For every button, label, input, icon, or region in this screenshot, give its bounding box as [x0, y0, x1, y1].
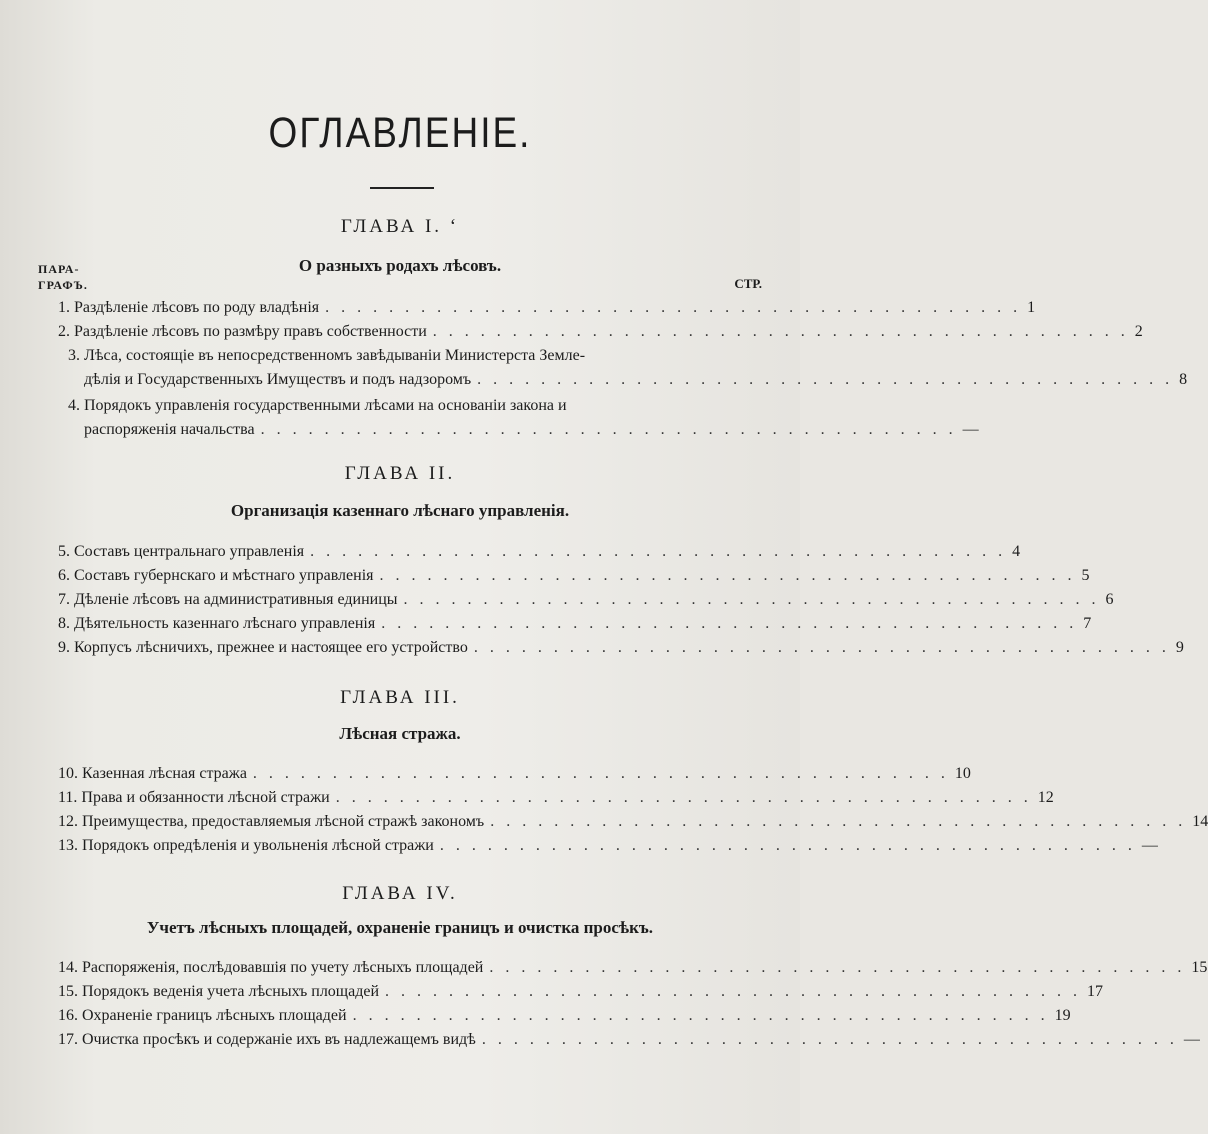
- toc-entry: [58, 296, 1036, 320]
- entry-text: Порядокъ управленія государственными лѣсами на основаніи закона и: [84, 397, 567, 414]
- entry-page: 10: [954, 765, 971, 782]
- entry-text: Казенная лѣсная стража: [82, 765, 247, 782]
- entry-number: 11.: [58, 789, 78, 806]
- entry-page: 4: [1012, 543, 1021, 560]
- toc-entry: [58, 834, 1158, 858]
- entry-text: Дѣятельность казеннаго лѣснаго управленія: [74, 615, 376, 632]
- entry-text: Раздѣленіе лѣсовъ по размѣру правъ собственности: [74, 323, 427, 340]
- toc-entry: [58, 540, 1021, 564]
- toc-entry: [58, 956, 1208, 980]
- toc-entry: [58, 320, 1143, 344]
- entry-text: Охраненіе границъ лѣсныхъ площадей: [82, 1007, 347, 1024]
- entry-page: 15: [1191, 959, 1208, 976]
- chapter-heading: ГЛАВА II.: [344, 463, 456, 484]
- leader-dots: . . . . . . . . . . . . . . . . . . . . . . . . . . . . . . . . . . . . . . . . . . . .: [403, 591, 1100, 608]
- leader-dots: . . . . . . . . . . . . . . . . . . . . . . . . . . . . . . . . . . . . . . . . . . . .: [325, 299, 1022, 316]
- entry-number: 12.: [58, 813, 78, 830]
- entry-text: Преимущества, предоставляемыя лѣсной стражѣ закономъ: [82, 813, 485, 830]
- leader-dots: . . . . . . . . . . . . . . . . . . . . . . . . . . . . . . . . . . . . . . . . . . . .: [477, 371, 1174, 388]
- entry-text: Порядокъ веденія учета лѣсныхъ площадей: [82, 983, 380, 1000]
- leader-dots: . . . . . . . . . . . . . . . . . . . . . . . . . . . . . . . . . . . . . . . . . . . .: [381, 615, 1078, 632]
- toc-entry: [58, 564, 1090, 588]
- entry-number: 9.: [58, 639, 70, 656]
- toc-entry: [58, 588, 1114, 612]
- toc-entry: [58, 1028, 1200, 1052]
- toc-entry: [58, 344, 1188, 392]
- entry-page: 12: [1037, 789, 1054, 806]
- leader-dots: . . . . . . . . . . . . . . . . . . . . . . . . . . . . . . . . . . . . . . . . . . . .: [379, 567, 1076, 584]
- entry-text: Корпусъ лѣсничихъ, прежнее и настоящее его устройство: [74, 639, 468, 656]
- chapter-heading: ГЛАВА I. ‘: [340, 216, 460, 237]
- leader-dots: . . . . . . . . . . . . . . . . . . . . . . . . . . . . . . . . . . . . . . . . . . . .: [432, 323, 1129, 340]
- entry-text: Распоряженія, послѣдовавшія по учету лѣсныхъ площадей: [82, 959, 484, 976]
- entry-page: —: [1183, 1031, 1200, 1048]
- leader-dots: . . . . . . . . . . . . . . . . . . . . . . . . . . . . . . . . . . . . . . . . . . . .: [335, 789, 1032, 806]
- toc-entry: [58, 394, 979, 442]
- title-rule: [370, 187, 434, 189]
- entry-text: Права и обязанности лѣсной стражи: [81, 789, 330, 806]
- entry-page: 14: [1192, 813, 1208, 830]
- entry-page: —: [962, 421, 979, 438]
- entry-number: 14.: [58, 959, 78, 976]
- entry-text: Очистка просѣкъ и содержаніе ихъ въ надлежащемъ видѣ: [82, 1031, 476, 1048]
- chapter-title: Организація казеннаго лѣснаго управленія.: [230, 501, 570, 520]
- entry-page: 19: [1054, 1007, 1071, 1024]
- entry-number: 8.: [58, 615, 70, 632]
- entry-number: 5.: [58, 543, 70, 560]
- entry-number: 10.: [58, 765, 78, 782]
- leader-dots: . . . . . . . . . . . . . . . . . . . . . . . . . . . . . . . . . . . . . . . . . . . .: [473, 639, 1170, 656]
- chapter-title: О разныхъ родахъ лѣсовъ.: [298, 256, 502, 275]
- chapter-heading: ГЛАВА IV.: [342, 883, 458, 904]
- entry-number: 1.: [58, 299, 70, 316]
- toc-entry: [58, 1004, 1071, 1028]
- chapter-title: Лѣсная стража.: [339, 724, 461, 743]
- toc-entry: [58, 636, 1184, 660]
- entry-text: дѣлія и Государственныхъ Имуществъ и подъ надзоромъ: [84, 371, 472, 388]
- entry-page: 9: [1175, 639, 1184, 656]
- entry-page: —: [1141, 837, 1158, 854]
- entry-page: 7: [1083, 615, 1092, 632]
- leader-dots: . . . . . . . . . . . . . . . . . . . . . . . . . . . . . . . . . . . . . . . . . . . .: [385, 983, 1082, 1000]
- page-title: ОГЛАВЛЕНІЕ.: [268, 108, 532, 156]
- toc-entry: [58, 612, 1092, 636]
- entry-number: 17.: [58, 1031, 78, 1048]
- entry-text: Лѣса, состоящіе въ непосредственномъ завѣдываніи Министерста Земле-: [84, 347, 586, 364]
- entry-number: 3.: [68, 347, 80, 364]
- leader-dots: . . . . . . . . . . . . . . . . . . . . . . . . . . . . . . . . . . . . . . . . . . . .: [252, 765, 949, 782]
- entry-text: Порядокъ опредѣленія и увольненія лѣсной стражи: [82, 837, 434, 854]
- entry-number: 4.: [68, 397, 80, 414]
- entry-text: распоряженія начальства: [84, 421, 255, 438]
- entry-number: 6.: [58, 567, 70, 584]
- page-column-label: СТР.: [734, 276, 762, 291]
- leader-dots: . . . . . . . . . . . . . . . . . . . . . . . . . . . . . . . . . . . . . . . . . . . .: [439, 837, 1136, 854]
- toc-entry: [58, 810, 1208, 834]
- toc-entry: [58, 762, 971, 786]
- entry-page: 17: [1087, 983, 1104, 1000]
- paragraph-label-2: ГРАФЪ.: [38, 278, 88, 292]
- leader-dots: . . . . . . . . . . . . . . . . . . . . . . . . . . . . . . . . . . . . . . . . . . . .: [310, 543, 1007, 560]
- chapter-heading: ГЛАВА III.: [340, 687, 460, 708]
- entry-number: 13.: [58, 837, 78, 854]
- entry-number: 7.: [58, 591, 70, 608]
- entry-number: 2.: [58, 323, 70, 340]
- entry-text: Составъ центральнаго управленія: [74, 543, 305, 560]
- entry-page: 1: [1027, 299, 1036, 316]
- entry-text: Составъ губернскаго и мѣстнаго управленія: [74, 567, 374, 584]
- paragraph-label: ПАРА-: [38, 262, 80, 276]
- chapter-title: Учетъ лѣсныхъ площадей, охраненіе границъ и очистка просѣкъ.: [146, 918, 654, 937]
- entry-number: 16.: [58, 1007, 78, 1024]
- leader-dots: . . . . . . . . . . . . . . . . . . . . . . . . . . . . . . . . . . . . . . . . . . . .: [489, 959, 1186, 976]
- toc-entry: [58, 786, 1054, 810]
- entry-page: 8: [1179, 371, 1188, 388]
- entry-number: 15.: [58, 983, 78, 1000]
- leader-dots: . . . . . . . . . . . . . . . . . . . . . . . . . . . . . . . . . . . . . . . . . . . .: [481, 1031, 1178, 1048]
- entry-text: Раздѣленіе лѣсовъ по роду владѣнія: [74, 299, 320, 316]
- entry-page: 5: [1081, 567, 1090, 584]
- leader-dots: . . . . . . . . . . . . . . . . . . . . . . . . . . . . . . . . . . . . . . . . . . . .: [260, 421, 957, 438]
- entry-page: 2: [1134, 323, 1143, 340]
- leader-dots: . . . . . . . . . . . . . . . . . . . . . . . . . . . . . . . . . . . . . . . . . . . .: [490, 813, 1187, 830]
- toc-entry: [58, 980, 1104, 1004]
- entry-text: Дѣленіе лѣсовъ на административныя единицы: [74, 591, 398, 608]
- entry-page: 6: [1105, 591, 1114, 608]
- leader-dots: . . . . . . . . . . . . . . . . . . . . . . . . . . . . . . . . . . . . . . . . . . . .: [352, 1007, 1049, 1024]
